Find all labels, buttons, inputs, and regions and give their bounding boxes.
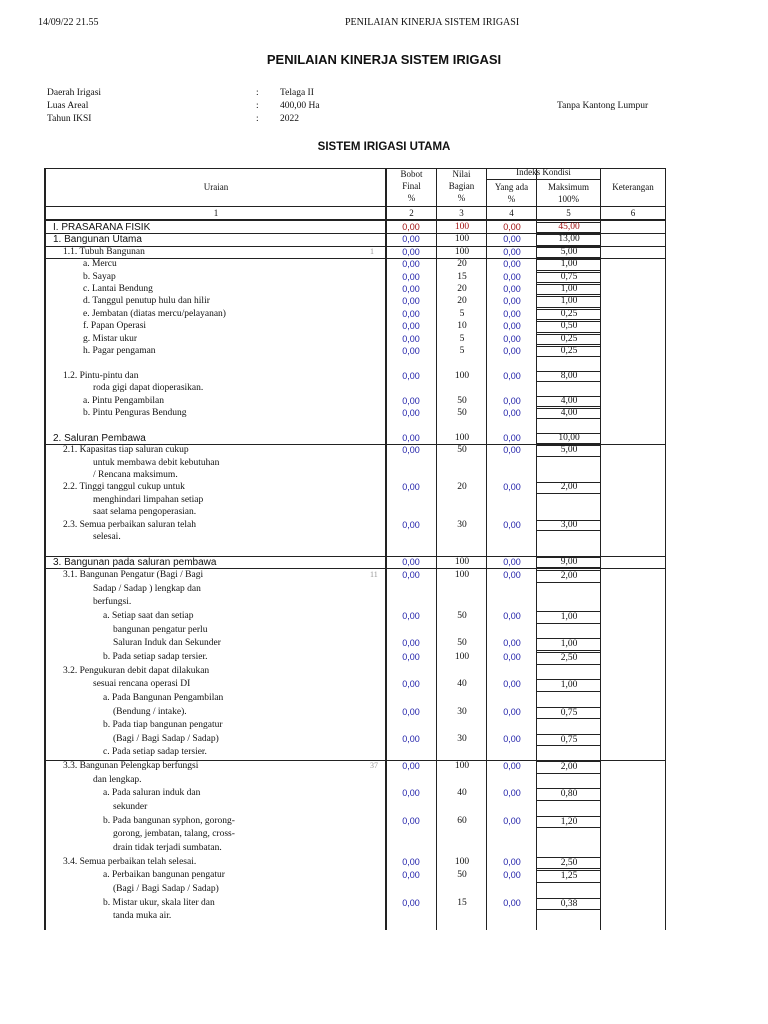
row-description: Sadap / Sadap ) lengkap dan (93, 583, 201, 594)
row-description: 3. Bangunan pada saluran pembawa (53, 556, 217, 568)
table-row (45, 358, 665, 370)
bobot-final-value: 0,00 (402, 638, 420, 649)
yang-ada-value: 0,00 (503, 761, 521, 772)
maksimum-value: 4,00 (537, 408, 601, 419)
row-description: 1.1. Tubuh Bangunan (63, 246, 145, 257)
table-row (45, 584, 665, 598)
meta-value: Telaga II (280, 88, 314, 98)
table-row (45, 259, 665, 271)
table-row (45, 857, 665, 871)
table-row (45, 911, 665, 925)
table-row (45, 679, 665, 693)
row-description: (Bagi / Bagi Sadap / Sadap) (113, 883, 219, 894)
maksimum-value: 5,00 (537, 247, 601, 258)
bobot-final-value: 0,00 (402, 246, 420, 257)
table-row (45, 761, 665, 775)
yang-ada-value: 0,00 (503, 610, 521, 621)
maksimum-value: 13,00 (537, 234, 601, 245)
header-nilai: Nilai Bagian % (448, 169, 475, 203)
row-description: dan lengkap. (93, 774, 142, 785)
row-marker: 11 (370, 570, 378, 579)
row-description: a. Perbaikan bangunan pengatur (103, 870, 225, 881)
nilai-bagian-value: 100 (454, 570, 470, 580)
maksimum-value: 2,00 (537, 570, 601, 583)
table-row (45, 507, 665, 519)
table-row (45, 611, 665, 625)
col-number: 5 (566, 208, 571, 218)
maksimum-value: 9,00 (537, 557, 601, 568)
row-description: 2.2. Tinggi tanggul cukup untuk (63, 482, 185, 493)
table-row (45, 284, 665, 296)
table-row (45, 829, 665, 843)
table-row (45, 802, 665, 816)
maksimum-value: 1,00 (537, 638, 601, 651)
nilai-bagian-value: 100 (454, 234, 470, 245)
row-description: c. Lantai Bendung (83, 284, 153, 294)
bobot-final-value: 0,00 (402, 706, 420, 717)
table-row (45, 843, 665, 857)
row-description: 3.4. Semua perbaikan telah selesai. (63, 856, 197, 867)
row-description: b. Pintu Penguras Bendung (83, 408, 187, 418)
header-maksimum: Maksimum 100% (547, 182, 589, 204)
yang-ada-value: 0,00 (503, 679, 521, 690)
bobot-final-value: 0,00 (402, 346, 420, 356)
bobot-final-value: 0,00 (402, 370, 420, 381)
row-description: 3.3. Bangunan Pelengkap berfungsi (63, 761, 199, 772)
bobot-final-value: 0,00 (402, 679, 420, 690)
maksimum-value: 0,75 (537, 707, 601, 720)
bobot-final-value: 0,00 (402, 445, 420, 456)
row-description: g. Mistar ukur (83, 333, 138, 344)
yang-ada-value: 0,00 (503, 856, 521, 867)
row-marker: 37 (370, 761, 378, 771)
nilai-bagian-value: 50 (457, 870, 467, 881)
table-row (45, 693, 665, 707)
row-description: menghindari limpahan setiap (93, 494, 204, 505)
table-row (45, 625, 665, 639)
bobot-final-value: 0,00 (402, 519, 420, 530)
table-row (45, 371, 665, 383)
row-description: sekunder (113, 802, 148, 813)
nilai-bagian-value: 100 (454, 761, 470, 772)
running-title: PENILAIAN KINERJA SISTEM IRIGASI (345, 17, 520, 28)
nilai-bagian-value: 40 (457, 788, 467, 799)
row-description: tanda muka air. (113, 911, 172, 922)
maksimum-value: 1,25 (537, 870, 601, 883)
yang-ada-value: 0,00 (503, 519, 521, 530)
table-row (45, 597, 665, 611)
bobot-final-value: 0,00 (402, 395, 420, 406)
nilai-bagian-value: 15 (457, 271, 467, 282)
row-description: roda gigi dapat dioperasikan. (93, 383, 204, 394)
yang-ada-value: 0,00 (503, 222, 521, 232)
row-description: a. Pintu Pengambilan (83, 395, 165, 406)
table-row (45, 296, 665, 308)
table-row (45, 445, 665, 457)
scheme-note: Tanpa Kantong Lumpur (557, 101, 649, 111)
meta-sep: : (256, 101, 259, 111)
nilai-bagian-value: 100 (454, 432, 470, 443)
table-row (45, 638, 665, 652)
row-description: drain tidak terjadi sumbatan. (113, 843, 222, 853)
maksimum-value: 10,00 (537, 433, 601, 444)
row-description: 2.1. Kapasitas tiap saluran cukup (63, 445, 189, 456)
yang-ada-value: 0,00 (503, 638, 521, 649)
col-number: 4 (509, 208, 514, 218)
maksimum-value: 0,75 (537, 272, 601, 283)
yang-ada-value: 0,00 (503, 897, 521, 908)
maksimum-value: 1,20 (537, 816, 601, 829)
yang-ada-value: 0,00 (503, 259, 521, 270)
row-description: 3.2. Pengukuran debit dapat dilakukan (63, 665, 210, 676)
nilai-bagian-value: 5 (459, 346, 465, 356)
row-description: b. Pada bangunan syphon, gorong- (103, 815, 235, 826)
meta-sep: : (256, 88, 259, 98)
nilai-bagian-value: 40 (457, 679, 467, 690)
row-description: 1. Bangunan Utama (53, 234, 142, 246)
header-uraian: Uraian (203, 182, 229, 192)
table-row (45, 458, 665, 470)
bobot-final-value: 0,00 (402, 815, 420, 826)
yang-ada-value: 0,00 (503, 284, 521, 294)
table-row (45, 747, 665, 761)
row-description: b. Pada setiap sadap tersier. (103, 651, 208, 662)
yang-ada-value: 0,00 (503, 395, 521, 406)
nilai-bagian-value: 100 (454, 370, 470, 381)
table-row (45, 346, 665, 358)
row-description: 1.2. Pintu-pintu dan (63, 370, 139, 381)
table-row (45, 383, 665, 395)
row-description: 3.1. Bangunan Pengatur (Bagi / Bagi (63, 570, 204, 580)
row-description: b. Sayap (83, 271, 116, 282)
table-row (45, 420, 665, 432)
yang-ada-value: 0,00 (503, 706, 521, 717)
yang-ada-value: 0,00 (503, 408, 521, 418)
row-description: c. Pada setiap sadap tersier. (103, 747, 207, 758)
row-description: gorong, jembatan, talang, cross- (113, 829, 235, 840)
section-title: SISTEM IRIGASI UTAMA (317, 141, 451, 153)
table-row (45, 482, 665, 494)
nilai-bagian-value: 100 (454, 222, 470, 232)
bobot-final-value: 0,00 (402, 284, 420, 294)
maksimum-value: 2,00 (537, 761, 601, 774)
bobot-final-value: 0,00 (402, 271, 420, 282)
maksimum-value: 1,00 (537, 284, 601, 295)
table-row (45, 272, 665, 284)
maksimum-value: 2,50 (537, 652, 601, 665)
table-row (45, 870, 665, 884)
yang-ada-value: 0,00 (503, 482, 521, 493)
bobot-final-value: 0,00 (402, 432, 420, 443)
bobot-final-value: 0,00 (402, 333, 420, 344)
row-description: h. Pagar pengaman (83, 346, 156, 356)
header-keterangan: Keterangan (612, 182, 654, 192)
row-description: untuk membawa debit kebutuhan (93, 457, 220, 468)
table-row (45, 309, 665, 321)
row-description: (Bagi / Bagi Sadap / Sadap) (113, 733, 219, 744)
col-number: 1 (213, 208, 219, 218)
nilai-bagian-value: 5 (459, 333, 465, 344)
bobot-final-value: 0,00 (402, 897, 420, 908)
yang-ada-value: 0,00 (503, 788, 521, 799)
nilai-bagian-value: 100 (454, 651, 470, 662)
table-row (45, 816, 665, 830)
row-description: d. Tanggul penutup hulu dan hilir (83, 296, 210, 307)
meta-value: 2022 (280, 114, 299, 124)
maksimum-value: 1,00 (537, 679, 601, 692)
yang-ada-value: 0,00 (503, 815, 521, 826)
yang-ada-value: 0,00 (503, 733, 521, 744)
maksimum-value: 0,25 (537, 346, 601, 357)
row-description: b. Pada tiap bangunan pengatur (103, 720, 223, 731)
maksimum-value: 2,50 (537, 857, 601, 870)
maksimum-value: 45,00 (537, 222, 601, 233)
meta-label: Tahun IKSI (47, 114, 92, 124)
maksimum-value: 1,00 (537, 611, 601, 624)
yang-ada-value: 0,00 (503, 432, 521, 443)
nilai-bagian-value: 5 (459, 308, 465, 319)
row-description: 2.3. Semua perbaikan saluran telah (63, 519, 196, 530)
table-row (45, 570, 665, 584)
yang-ada-value: 0,00 (503, 271, 521, 282)
table-row (45, 321, 665, 333)
table-row (45, 707, 665, 721)
bobot-final-value: 0,00 (402, 308, 420, 319)
meta-value: 400,00 Ha (280, 101, 320, 111)
row-description: (Bendung / intake). (113, 706, 187, 717)
table-row (45, 532, 665, 544)
bobot-final-value: 0,00 (402, 733, 420, 744)
table-row (45, 898, 665, 912)
maksimum-value: 0,25 (537, 309, 601, 320)
yang-ada-value: 0,00 (503, 234, 521, 245)
maksimum-value: 0,75 (537, 734, 601, 747)
maksimum-value: 0,25 (537, 334, 601, 345)
bobot-final-value: 0,00 (402, 870, 420, 881)
header-yang-ada: Yang ada % (494, 182, 529, 204)
maksimum-value: 0,38 (537, 898, 601, 911)
nilai-bagian-value: 30 (457, 706, 467, 717)
row-description: / Rencana maksimum. (93, 470, 178, 480)
nilai-bagian-value: 20 (457, 259, 467, 270)
row-description: f. Papan Operasi (83, 321, 147, 332)
nilai-bagian-value: 50 (457, 395, 467, 406)
maksimum-value: 1,00 (537, 259, 601, 270)
row-description: a. Setiap saat dan setiap (103, 610, 194, 621)
row-description: selesai. (93, 532, 121, 542)
table-row (45, 652, 665, 666)
row-description: a. Pada Bangunan Pengambilan (103, 692, 224, 703)
bobot-final-value: 0,00 (402, 259, 420, 270)
bobot-final-value: 0,00 (402, 761, 420, 772)
page-title: PENILAIAN KINERJA SISTEM IRIGASI (266, 52, 502, 67)
meta-label: Daerah Irigasi (47, 88, 102, 98)
maksimum-value: 2,00 (537, 482, 601, 493)
table-row (45, 396, 665, 408)
nilai-bagian-value: 20 (457, 284, 467, 294)
nilai-bagian-value: 20 (457, 482, 467, 493)
table-row (45, 734, 665, 748)
row-description: a. Pada saluran induk dan (103, 788, 201, 799)
maksimum-value: 0,50 (537, 321, 601, 332)
table-row (45, 666, 665, 680)
row-description: I. PRASARANA FISIK (53, 222, 151, 233)
maksimum-value: 1,00 (537, 296, 601, 307)
yang-ada-value: 0,00 (503, 321, 521, 332)
bobot-final-value: 0,00 (402, 651, 420, 662)
table-row (45, 788, 665, 802)
row-description: Saluran Induk dan Sekunder (113, 638, 221, 649)
nilai-bagian-value: 15 (457, 897, 467, 908)
bobot-final-value: 0,00 (402, 788, 420, 799)
yang-ada-value: 0,00 (503, 308, 521, 319)
bobot-final-value: 0,00 (402, 482, 420, 493)
row-description: saat selama pengoperasian. (93, 507, 197, 518)
table-row (45, 334, 665, 346)
yang-ada-value: 0,00 (503, 651, 521, 662)
row-description: berfungsi. (93, 597, 132, 608)
maksimum-value: 8,00 (537, 371, 601, 382)
meta-sep: : (256, 114, 259, 124)
bobot-final-value: 0,00 (402, 856, 420, 867)
nilai-bagian-value: 30 (457, 733, 467, 744)
row-description: sesuai rencana operasi DI (93, 679, 191, 690)
table-row (45, 775, 665, 789)
table-row (45, 495, 665, 507)
yang-ada-value: 0,00 (503, 556, 521, 567)
header-indeks: Indeks Kondisi (516, 167, 571, 177)
yang-ada-value: 0,00 (503, 570, 521, 580)
maksimum-value: 4,00 (537, 396, 601, 407)
bobot-final-value: 0,00 (402, 570, 420, 580)
bobot-final-value: 0,00 (402, 556, 420, 567)
bobot-final-value: 0,00 (402, 610, 420, 621)
meta-label: Luas Areal (47, 101, 89, 111)
maksimum-value: 3,00 (537, 520, 601, 531)
yang-ada-value: 0,00 (503, 346, 521, 356)
yang-ada-value: 0,00 (503, 370, 521, 381)
yang-ada-value: 0,00 (503, 296, 521, 307)
nilai-bagian-value: 50 (457, 408, 467, 418)
nilai-bagian-value: 60 (457, 815, 467, 826)
nilai-bagian-value: 10 (457, 321, 467, 332)
print-timestamp: 14/09/22 21.55 (38, 17, 99, 28)
table-row (45, 520, 665, 532)
row-description: bangunan pengatur perlu (113, 624, 208, 635)
nilai-bagian-value: 50 (457, 638, 467, 649)
nilai-bagian-value: 100 (454, 246, 470, 257)
table-row (45, 408, 665, 420)
bobot-final-value: 0,00 (402, 408, 420, 418)
table-row (45, 470, 665, 482)
bobot-final-value: 0,00 (402, 234, 420, 245)
maksimum-value: 0,80 (537, 788, 601, 801)
table-row (45, 884, 665, 898)
nilai-bagian-value: 100 (454, 856, 470, 867)
bobot-final-value: 0,00 (402, 296, 420, 307)
bobot-final-value: 0,00 (402, 222, 420, 232)
bobot-final-value: 0,00 (402, 321, 420, 332)
col-number: 3 (459, 208, 464, 218)
yang-ada-value: 0,00 (503, 870, 521, 881)
row-description: e. Jembatan (diatas mercu/pelayanan) (83, 308, 226, 319)
col-number: 6 (630, 208, 636, 218)
nilai-bagian-value: 50 (457, 445, 467, 456)
row-description: b. Mistar ukur, skala liter dan (103, 897, 215, 908)
nilai-bagian-value: 50 (457, 610, 467, 621)
table-row (45, 720, 665, 734)
row-description: a. Mercu (83, 259, 117, 270)
maksimum-value: 5,00 (537, 445, 601, 456)
row-marker: 1 (370, 246, 374, 256)
col-number: 2 (409, 208, 414, 218)
header-bobot: Bobot Final % (400, 169, 423, 203)
nilai-bagian-value: 20 (457, 296, 467, 307)
row-description: 2. Saluran Pembawa (53, 432, 146, 444)
yang-ada-value: 0,00 (503, 445, 521, 456)
yang-ada-value: 0,00 (503, 333, 521, 344)
nilai-bagian-value: 30 (457, 519, 467, 530)
yang-ada-value: 0,00 (503, 246, 521, 257)
nilai-bagian-value: 100 (454, 556, 470, 567)
